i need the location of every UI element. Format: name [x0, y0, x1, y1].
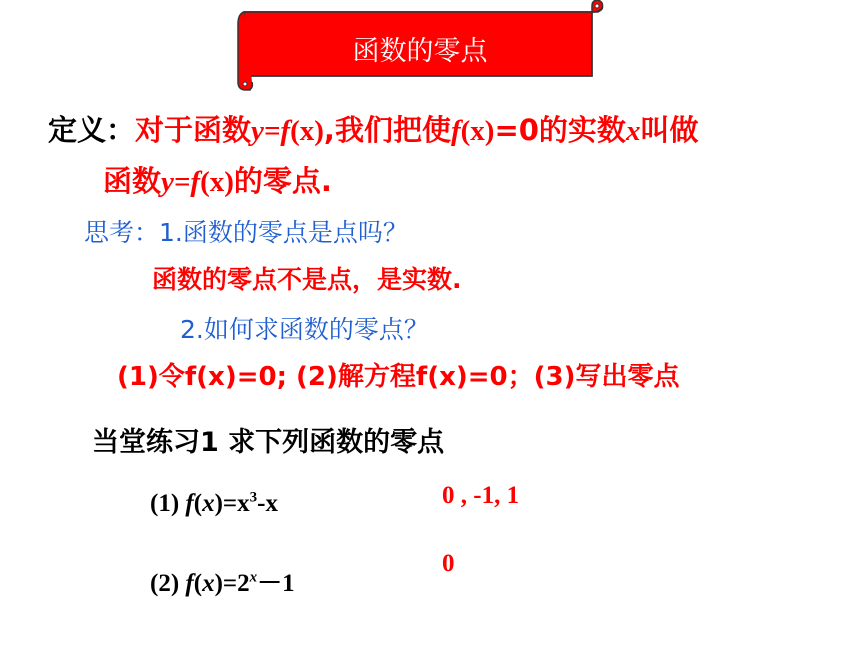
- paren: (: [193, 490, 203, 517]
- expression-part: )=2: [214, 570, 250, 597]
- page-title: 函数的零点: [352, 35, 488, 67]
- exercise-item-2: [150, 563, 295, 599]
- definition-text: 函数: [103, 164, 162, 198]
- function-argument: (x): [460, 115, 495, 147]
- question-text: 1.函数的零点是点吗？: [159, 218, 408, 247]
- function-symbol: f: [185, 490, 194, 517]
- definition-text: =0的实数: [494, 113, 626, 147]
- paren: (: [193, 570, 203, 597]
- variable-x: x: [625, 115, 641, 147]
- exercise-answer-2: 0: [442, 550, 455, 577]
- function-expression: y=f: [251, 115, 291, 147]
- definition-text: 叫做: [640, 113, 699, 147]
- exercise-answer-1: 0 , -1, 1: [442, 482, 520, 509]
- item-number: (1): [150, 490, 186, 517]
- function-symbol: f: [185, 570, 194, 597]
- function-symbol: f: [450, 115, 461, 147]
- exponent: x: [249, 569, 258, 586]
- exponent: 3: [249, 489, 258, 506]
- exercise-item-1: [150, 490, 278, 518]
- think-answer-1: 函数的零点不是点，是实数.: [152, 265, 462, 294]
- variable-x: x: [202, 570, 215, 597]
- definition-text: 对于函数: [135, 113, 252, 147]
- definition-text: ,我们把使: [323, 113, 451, 147]
- definition-line-2: [103, 159, 332, 200]
- function-expression: y=f: [161, 166, 201, 198]
- function-argument: (x): [200, 166, 234, 198]
- expression-part: -x: [257, 490, 278, 517]
- think-question-2: 2.如何求函数的零点？: [180, 315, 429, 344]
- item-number: (2): [150, 570, 186, 597]
- expression-part: )=x: [214, 490, 250, 517]
- definition-text: 的零点.: [233, 164, 332, 198]
- think-question-1: [84, 213, 408, 249]
- definition-line-1: [48, 108, 698, 149]
- exercise-title: 当堂练习1 求下列函数的零点: [92, 427, 445, 458]
- variable-x: x: [202, 490, 215, 517]
- definition-label: 定义：: [48, 113, 136, 147]
- think-answer-2: (1)令f(x)=0; (2)解方程f(x)=0；(3)写出零点: [117, 362, 680, 392]
- expression-part: －1: [257, 570, 295, 597]
- think-label: 思考：: [84, 218, 160, 247]
- function-argument: (x): [290, 115, 324, 147]
